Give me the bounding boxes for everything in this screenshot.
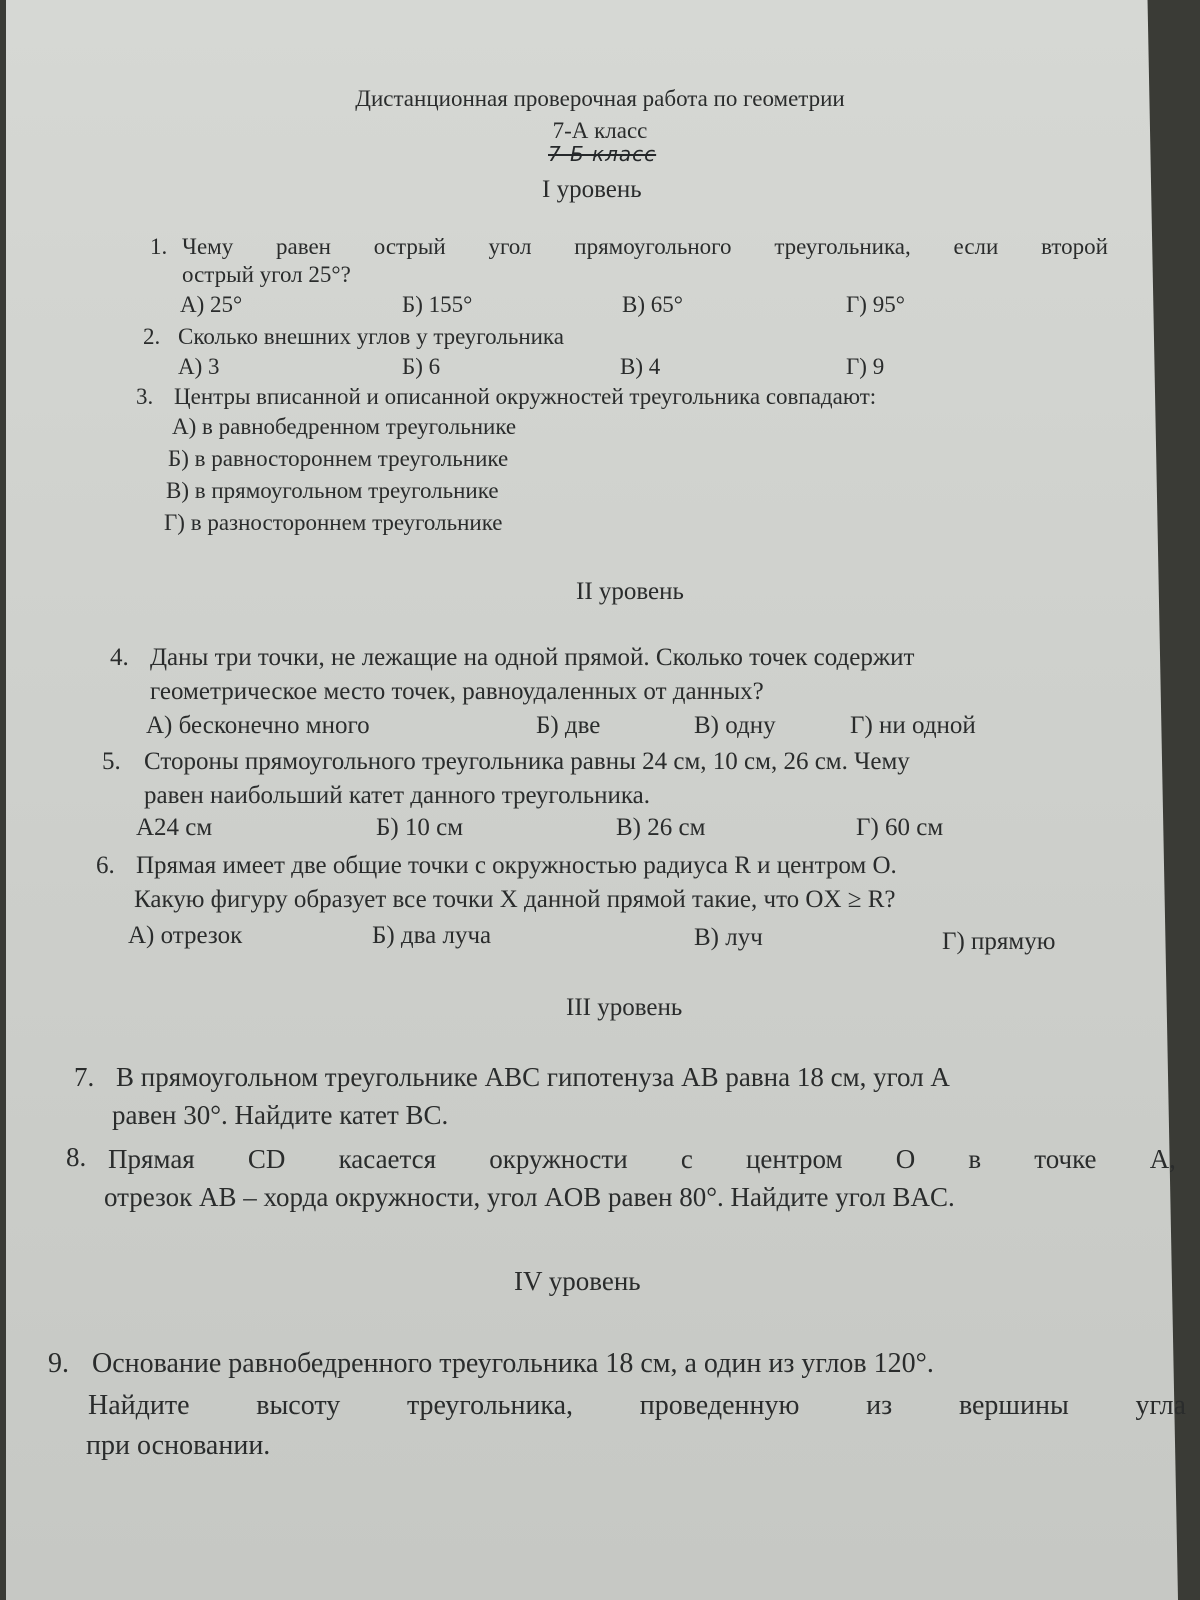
q9-text-line3: при основании.: [86, 1430, 271, 1461]
q4-number: 4.: [110, 644, 129, 671]
word: треугольника,: [406, 1390, 574, 1421]
q9-text-line1: Основание равнобедренного треугольника 18 см, а один из углов 120°.: [92, 1348, 934, 1379]
word: O: [895, 1144, 916, 1174]
document-title: Дистанционная проверочная работа по геометрии: [355, 86, 845, 111]
q7-number: 7.: [74, 1062, 95, 1092]
q1-option-b: Б) 155°: [402, 292, 473, 317]
q1-text-line2: острый угол 25°?: [182, 262, 351, 287]
q5-text-line2: равен наибольший катет данного треугольника.: [144, 782, 650, 809]
q4-text-line2: геометрическое место точек, равноудаленных от данных?: [150, 678, 764, 705]
word: CD: [247, 1144, 286, 1174]
q2-option-c: В) 4: [620, 354, 661, 379]
q6-number: 6.: [96, 852, 115, 879]
q2-option-d: Г) 9: [846, 354, 885, 379]
word: треугольника,: [774, 234, 911, 259]
word: проведенную: [639, 1390, 800, 1421]
q8-text-line1: [108, 1144, 1176, 1175]
level-3-heading: III уровень: [566, 994, 683, 1021]
q1-text-line1: [182, 234, 1108, 260]
word: Чему: [182, 234, 234, 259]
q6-text-line2: Какую фигуру образует все точки X данной прямой такие, что OX ≥ R?: [134, 886, 896, 913]
q4-option-c: В) одну: [694, 712, 776, 739]
q3-option-b: Б) в равностороннем треугольнике: [168, 446, 509, 471]
q6-option-b: Б) два луча: [372, 922, 492, 949]
q4-text-line1: Даны три точки, не лежащие на одной прямой. Сколько точек содержит: [150, 644, 915, 671]
q8-text-line2: отрезок AB – хорда окружности, угол AOB равен 80°. Найдите угол BAC.: [104, 1182, 955, 1212]
q3-option-c: В) в прямоугольном треугольнике: [166, 478, 499, 503]
q3-number: 3.: [136, 384, 154, 409]
word: если: [953, 234, 999, 259]
word: точке: [1034, 1144, 1097, 1174]
level-4-heading: IV уровень: [514, 1266, 641, 1296]
q1-option-c: В) 65°: [622, 292, 683, 317]
q6-option-d: Г) прямую: [942, 928, 1056, 955]
word: касается: [338, 1144, 437, 1174]
q4-option-d: Г) ни одной: [850, 712, 976, 739]
q6-option-c: В) луч: [694, 924, 763, 951]
word: вершины: [958, 1390, 1069, 1421]
q7-text-line2: равен 30°. Найдите катет BC.: [112, 1100, 449, 1130]
word: Прямая: [108, 1144, 195, 1174]
q1-option-a: А) 25°: [180, 292, 243, 317]
word: с: [680, 1144, 693, 1174]
q1-number: 1.: [150, 234, 168, 259]
word: угла: [1135, 1390, 1186, 1421]
q8-number: 8.: [66, 1142, 87, 1172]
word: Найдите: [88, 1390, 190, 1421]
q1-option-d: Г) 95°: [846, 292, 905, 317]
q3-option-a: А) в равнобедренном треугольнике: [172, 414, 517, 439]
word: окружности: [489, 1144, 628, 1174]
q9-number: 9.: [48, 1348, 69, 1379]
level-2-heading: II уровень: [576, 578, 684, 605]
q7-text-line1: В прямоугольном треугольнике ABC гипотенуза AB равна 18 см, угол A: [116, 1062, 950, 1092]
q2-option-a: А) 3: [178, 354, 220, 379]
handwritten-class-label: 7-Б класс: [548, 142, 657, 166]
q5-option-a: А24 см: [136, 814, 213, 841]
q2-option-b: Б) 6: [402, 354, 441, 379]
q4-option-b: Б) две: [536, 712, 601, 739]
q2-number: 2.: [143, 324, 161, 349]
class-label: 7-А класс: [552, 118, 648, 143]
word: прямоугольного: [574, 234, 732, 259]
word: равен: [276, 234, 331, 259]
level-1-heading: I уровень: [542, 176, 642, 203]
word: в: [968, 1144, 982, 1174]
q6-option-a: А) отрезок: [128, 922, 243, 949]
word: второй: [1041, 234, 1108, 259]
q6-text-line1: Прямая имеет две общие точки с окружностью радиуса R и центром O.: [136, 852, 897, 879]
q9-text-line2: [88, 1390, 1186, 1422]
q4-option-a: А) бесконечно много: [146, 712, 370, 739]
q5-option-d: Г) 60 см: [856, 814, 944, 841]
word: A,: [1149, 1144, 1176, 1174]
q2-text: Сколько внешних углов у треугольника: [178, 324, 564, 349]
q5-option-b: Б) 10 см: [376, 814, 464, 841]
q5-number: 5.: [102, 748, 121, 775]
word: угол: [488, 234, 532, 259]
q3-text: Центры вписанной и описанной окружностей треугольника совпадают:: [174, 384, 877, 409]
q3-option-d: Г) в разностороннем треугольнике: [164, 510, 503, 535]
q5-text-line1: Стороны прямоугольного треугольника равны 24 см, 10 см, 26 см. Чему: [144, 748, 910, 775]
word: центром: [745, 1144, 843, 1174]
word: высоту: [256, 1390, 341, 1421]
q5-option-c: В) 26 см: [616, 814, 706, 841]
word: из: [866, 1390, 893, 1421]
word: острый: [373, 234, 446, 259]
